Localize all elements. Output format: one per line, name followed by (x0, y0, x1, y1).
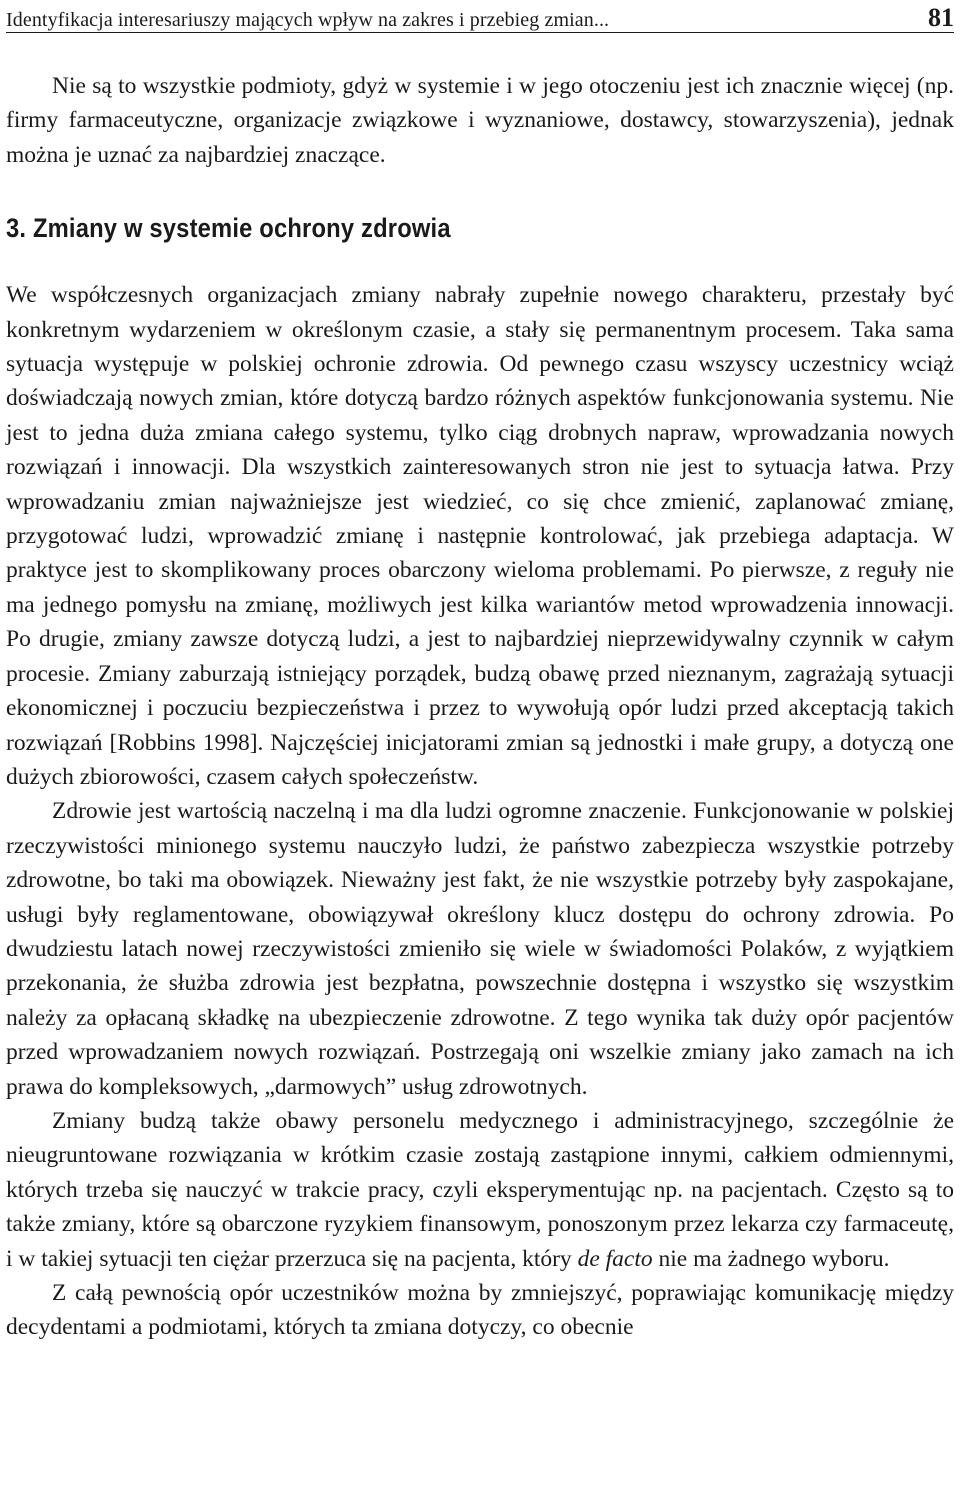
running-title: Identyfikacja interesariuszy mających wpływ na zakres i przebieg zmian... (6, 9, 610, 31)
paragraph-1: We współczesnych organizacjach zmiany nabrały zupełnie nowego charakteru, przestały być konkretnym wydarzeniem w określonym czasie, a stały się permanentnym procesem. Taka sama sytuacja występuje w polskiej ochronie zdrowia. Od pewnego czasu wszyscy uczestnicy wciąż doświadczają nowych zmian, które dotyczą bardzo różnych aspektów funkcjonowania systemu. Nie jest to jedna duża zmiana całego systemu, tylko ciąg drobnych napraw, wprowadzania nowych rozwiązań i innowacji. Dla wszystkich zainteresowanych stron nie jest to sytuacja łatwa. Przy wprowadzaniu zmian najważniejsze jest wiedzieć, co się chce zmienić, zaplanować zmianę, przygotować ludzi, wprowadzić zmianę i następnie kontrolować, jak przebiega adaptacja. W praktyce jest to skomplikowany proces obarczony wieloma problemami. Po pierwsze, z reguły nie ma jednego pomysłu na zmianę, możliwych jest kilka wariantów metod wprowadzenia innowacji. Po drugie, zmiany zawsze dotyczą ludzi, a jest to najbardziej nieprzewidywalny czynnik w całym procesie. Zmiany zaburzają istniejący porządek, budzą obawę przed nieznanym, zagrażają sytuacji ekonomicznej i poczuciu bezpieczeństwa i przez to wywołują opór ludzi przed akceptacją takich rozwiązań [Robbins 1998]. Najczęściej inicjatorami zmian są jednostki i małe grupy, a dotyczą one dużych zbiorowości, czasem całych społeczeństw. (6, 282, 954, 790)
paragraph-3-ending: nie ma żadnego wyboru. (652, 1245, 890, 1272)
page-number: 81 (928, 3, 954, 32)
paragraph-3-text: Zmiany budzą także obawy personelu medycznego i administracyjnego, szczególnie że nieugruntowane rozwiązania w krótkim czasie zostają zastąpione innymi, całkiem odmiennymi, których trzeba się nauczyć w trakcie pracy, czyli eksperymentując np. na pacjentach. Często są to także zmiany, które są obarczone ryzykiem finansowym, ponoszonym przez lekarza czy farmaceutę, i w takiej sytuacji ten ciężar przerzuca się na pacjenta, który (6, 1107, 954, 1272)
intro-paragraph: Nie są to wszystkie podmioty, gdyż w systemie i w jego otoczeniu jest ich znacznie więcej (np. firmy farmaceutyczne, organizacje związkowe i wyznaniowe, dostawcy, stowarzyszenia), jednak można je uznać za najbardziej znaczące. (6, 73, 954, 168)
body-text (6, 69, 954, 1345)
document-page (6, 0, 954, 1345)
section-body (6, 278, 954, 1345)
italic-phrase: de facto (577, 1245, 653, 1272)
running-header (6, 0, 954, 33)
paragraph-2: Zdrowie jest wartością naczelną i ma dla ludzi ogromne znaczenie. Funkcjonowanie w polskiej rzeczywistości minionego systemu nauczyło ludzi, że państwo zabezpiecza wszystkie potrzeby zdrowotne, bo taki ma obowiązek. Nieważny jest fakt, że nie wszystkie potrzeby były zaspokajane, usługi były reglamentowane, obowiązywał określony klucz dostępu do ochrony zdrowia. Po dwudziestu latach nowej rzeczywistości zmieniło się wiele w świadomości Polaków, z wyjątkiem przekonania, że służba zdrowia jest bezpłatna, powszechnie dostępna i wszystko się wszystkim należy za opłacaną składkę na ubezpieczenie zdrowotne. Z tego wynika tak duży opór pacjentów przed wprowadzaniem nowych rozwiązań. Postrzegają oni wszelkie zmiany jako zamach na ich prawa do kompleksowych, „darmowych” usług zdrowotnych. (6, 798, 954, 1100)
paragraph-3 (6, 1104, 954, 1276)
paragraph-4: Z całą pewnością opór uczestników można by zmniejszyć, poprawiając komunikację między decydentami a podmiotami, których ta zmiana dotyczy, co obecnie (6, 1280, 954, 1341)
section-heading: 3. Zmiany w systemie ochrony zdrowia (6, 213, 451, 244)
